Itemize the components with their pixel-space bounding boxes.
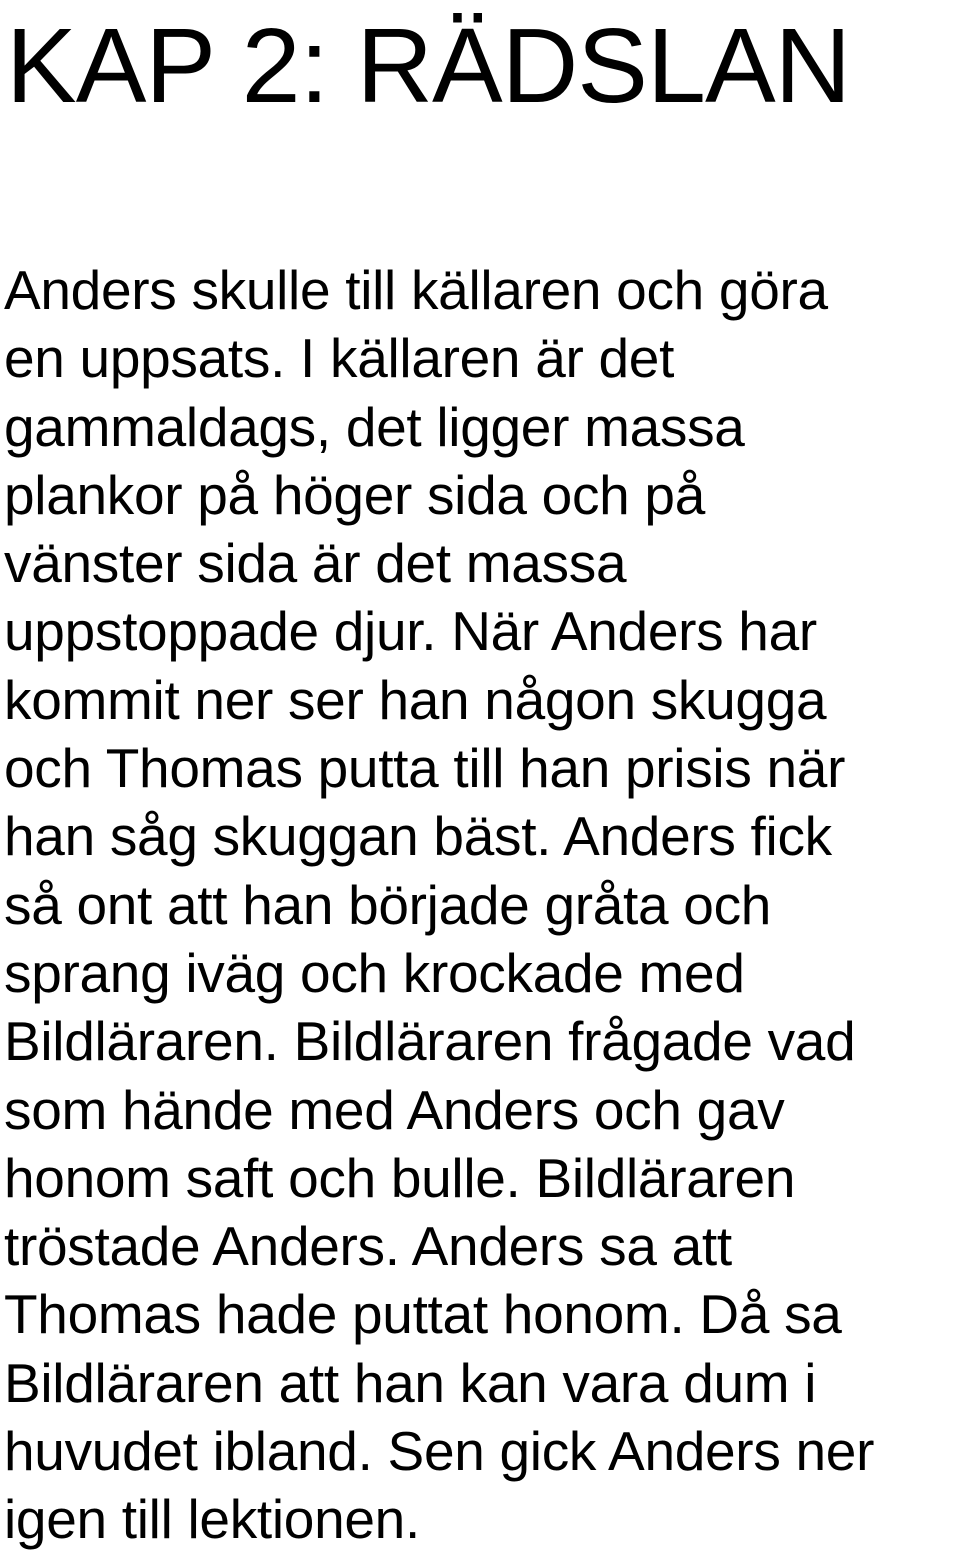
text-line: Thomas hade puttat honom. Då sa xyxy=(4,1283,842,1346)
text-line: huvudet ibland. Sen gick Anders ner xyxy=(4,1420,875,1483)
text-line: sprang iväg och krockade med xyxy=(4,941,745,1004)
text-line: Bildläraren att han kan vara dum i xyxy=(4,1351,817,1414)
text-line: vänster sida är det massa xyxy=(4,532,627,595)
text-line: gammaldags, det ligger massa xyxy=(4,395,745,458)
text-line: Anders skulle till källaren och göra xyxy=(4,259,828,321)
text-line: igen till lektionen. xyxy=(4,1488,420,1551)
text-line: han såg skuggan bäst. Anders fick xyxy=(4,805,832,868)
text-line: kommit ner ser han någon skugga xyxy=(4,668,827,731)
text-line: uppstoppade djur. När Anders har xyxy=(4,600,817,663)
text-line: tröstade Anders. Anders sa att xyxy=(4,1215,732,1278)
text-line: så ont att han började gråta och xyxy=(4,873,772,936)
text-line: honom saft och bulle. Bildläraren xyxy=(4,1146,796,1209)
text-line: Bildläraren. Bildläraren frågade vad xyxy=(4,1010,856,1073)
story-paragraph xyxy=(4,256,960,1554)
text-line: som hände med Anders och gav xyxy=(4,1078,785,1141)
text-line: en uppsats. I källaren är det xyxy=(4,327,675,390)
text-line: plankor på höger sida och på xyxy=(4,463,705,526)
chapter-title: KAP 2: RÄDSLAN xyxy=(6,7,851,125)
text-line: och Thomas putta till han prisis när xyxy=(4,737,846,800)
